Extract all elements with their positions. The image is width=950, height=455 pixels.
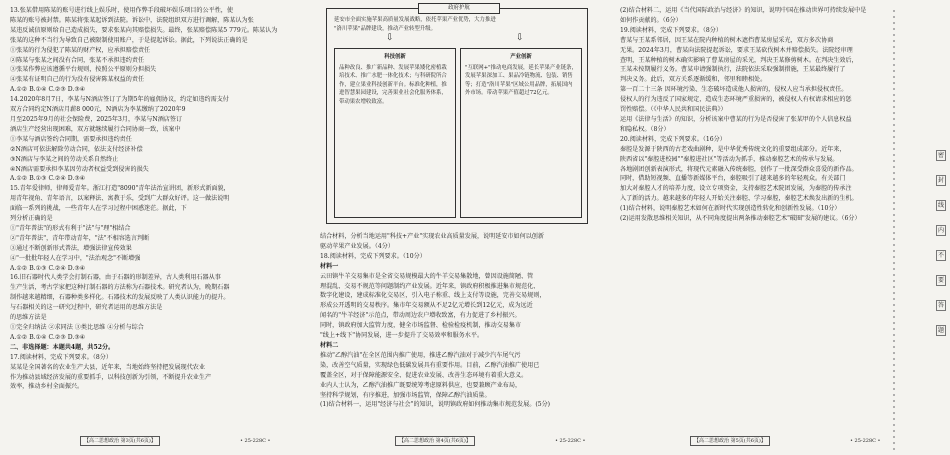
text-line: 二、非选择题：本题共4题，共52分。 bbox=[10, 343, 115, 351]
cut-line-dot bbox=[893, 286, 895, 288]
cut-line-dot bbox=[893, 160, 895, 162]
text-line: ③张某作弊应该遵循平台规则，按照公平原则分担损失 bbox=[10, 66, 157, 74]
cut-line-dot bbox=[893, 76, 895, 78]
text-line: 酒店生产经营出现困难，双方就继续履行合同协商一致，该案中 bbox=[10, 125, 181, 133]
text-line: (1)结合材料，说明秦腔艺术如何在新时代实现创造性转化和创新性发展。（10分） bbox=[620, 205, 841, 213]
text-line: 材料二 bbox=[320, 341, 339, 349]
cut-line-dot bbox=[893, 82, 895, 84]
cut-line-dot bbox=[893, 232, 895, 234]
text-line: (1)结合材料一，运用"经济与社会"的知识，说明镇政府如何推动集市规范发展。(5分) bbox=[320, 401, 551, 409]
tech-innovation-panel bbox=[334, 48, 456, 218]
text-line: 秦腔是发源于陕西的古老戏曲剧种，是中华优秀传统文化的重要组成部分。近年来， bbox=[620, 145, 846, 153]
cut-line-dot bbox=[893, 40, 895, 42]
text-line: 16.旧石器时代人类学会打制石器，由于石器的形制差异，古人类利用石器从事 bbox=[10, 274, 221, 282]
cut-line-dot bbox=[893, 328, 895, 330]
cut-line-dot bbox=[893, 220, 895, 222]
text-line: 罚性赔偿。（《中华人民共和国民法典》） bbox=[620, 106, 727, 114]
text-line: ③通过不断创新形式普法，增强法律宣传效果 bbox=[10, 244, 132, 252]
text-line: 与石器相关的这一研究过程中，研究者运用的思维方法是 bbox=[10, 304, 163, 312]
text-line: 列分析正确的是 bbox=[10, 215, 53, 223]
text-line: 覆盖全区，对于保障能源安全、促进农业发展、改善生态环境有着重大意义。 bbox=[320, 371, 528, 379]
text-line: 形成公开透明的交易秩序。集市年交易额从不足2亿元增长到12亿元，成为远近 bbox=[320, 302, 533, 310]
cut-line-dot bbox=[893, 106, 895, 108]
cut-line-dot bbox=[893, 448, 895, 450]
cut-line-dot bbox=[893, 100, 895, 102]
gutter-char: 线 bbox=[937, 202, 944, 209]
page-code: • 25-228C • bbox=[555, 438, 586, 444]
cut-line-dot bbox=[893, 118, 895, 120]
page-code: • 25-228C • bbox=[240, 438, 271, 444]
cut-line-dot bbox=[893, 316, 895, 318]
text-line: 和隐私权。（8分） bbox=[620, 125, 670, 133]
gutter-char: 答 bbox=[937, 302, 944, 309]
cut-line-dot bbox=[893, 46, 895, 48]
text-line: 坚持科学规划，有序推进，加强市场监管，保障乙醇汽油质量。 bbox=[320, 391, 491, 399]
text-line: 曹某与王某系邻居，因王某在院内种植的树木遮挡曹某房屋采光，双方多次协商 bbox=[620, 36, 834, 44]
cut-line-dot bbox=[893, 364, 895, 366]
down-arrow-icon: ⇩ bbox=[386, 33, 394, 43]
text-line: 17.阅读材料，完成下列要求。（8分） bbox=[10, 353, 112, 361]
text-line: ①李某与酒店签约合同期，需要承担违约责任 bbox=[10, 135, 132, 143]
text-line: 面临一系列的挑战，一些青年人在学习过程中困惑迷茫。据此，下 bbox=[10, 205, 187, 213]
text-line: 闻名的"牛羊经济"示范点，带动周边农户增收致富，有力促进了乡村振兴。 bbox=[320, 312, 521, 320]
cut-line-dot bbox=[893, 352, 895, 354]
text-line: A.①② B.①③ C.②④ D.③④ bbox=[10, 175, 86, 183]
cut-line-dot bbox=[893, 418, 895, 420]
text-line: 19.阅读材料，完成下列要求。（8分） bbox=[620, 26, 722, 34]
cut-line-dot bbox=[893, 148, 895, 150]
cut-line-dot bbox=[893, 10, 895, 12]
text-line: 查明，王某种植的树木确实影响了曹某房屋的采光，判决王某修剪树木。在判决生效后， bbox=[620, 56, 858, 64]
text-line: ①张某的行为侵犯了陈某的财产权，应承担赔偿责任 bbox=[10, 46, 151, 54]
cut-line-dot bbox=[893, 136, 895, 138]
text-line: 双方合同约定N酒店月薪8 000元，N酒店为李某缴纳了2020年9 bbox=[10, 106, 186, 114]
text-line: 数字化建设，建成标准化交易区，引入电子称重、线上支付等设施，完善交易规则， bbox=[320, 292, 546, 300]
industry-innovation-panel bbox=[460, 48, 582, 218]
text-line: 效率，推动乡村全面振兴。 bbox=[10, 383, 84, 391]
diagram-title: 政府护航 bbox=[418, 3, 500, 14]
binding-gutter bbox=[888, 0, 948, 455]
text-line: 同时，镇政府加大监管力度，健全市场监督、检验检疫机制，推动交易集市 bbox=[320, 322, 522, 330]
panel-body: "互联网+"推动电商发展，延长苹果产业链条，发展苹果深加工、果品冷链物流、包装、销售等；打造"洛川苹果"区域公用品牌，拓展国内外市场。带动苹果产值超过72亿元。 bbox=[465, 64, 577, 97]
text-line: 的思维方法是 bbox=[10, 314, 47, 322]
text-line: ④"一批批年轻人在学习中，"法治观念"不断增强 bbox=[10, 254, 141, 262]
text-line: ①"青年普法"的形式有利于"法"与"理"相结合 bbox=[10, 224, 131, 232]
cut-line-dot bbox=[893, 268, 895, 270]
cut-line-dot bbox=[893, 400, 895, 402]
down-arrow-icon: ⇩ bbox=[516, 33, 524, 43]
cut-line-dot bbox=[893, 430, 895, 432]
text-line: 云田镇牛羊交易集市是全省交易规模最大的牛羊交易集散地，曾因设施简陋、管 bbox=[320, 272, 534, 280]
text-line: 张某的这种不当行为导致自己被限制使用账户，于是提起诉讼。据此，下列说法正确的是 bbox=[10, 36, 248, 44]
gutter-char: 密 bbox=[937, 152, 944, 159]
cut-line-dot bbox=[893, 424, 895, 426]
text-line: 加大对秦腔人才的培养力度，设立专项资金，支持秦腔艺术院团发展，为秦腔的传承注 bbox=[620, 185, 852, 193]
cut-line-dot bbox=[893, 64, 895, 66]
diagram-intro: 延安市全面实施苹果高质量发展战略，依托苹果产业优势，大力推进 "洛川苹果"品牌建设，推动产业转型升级。 bbox=[334, 17, 496, 32]
cut-line-dot bbox=[893, 52, 895, 54]
gutter-char: 题 bbox=[937, 327, 944, 334]
cut-line-dot bbox=[893, 124, 895, 126]
page-column-3 bbox=[620, 6, 885, 224]
cut-line-dot bbox=[893, 358, 895, 360]
text-line: ②"青年普法"，青年带动青年，"法"不相容选言判断 bbox=[10, 234, 150, 242]
text-line: ③N酒店与李某之间的劳动关系自然终止 bbox=[10, 155, 119, 163]
text-line: 制作越来越精细，石器种类多样化。石器技术的发展反映了人类认识能力的提升。 bbox=[10, 294, 230, 302]
text-line: 某某是全国著名的农业生产大县，近年来，当地始终坚持把发展现代农业 bbox=[10, 363, 205, 371]
text-line: ②陈某与张某之间没有合同，张某不承担违约责任 bbox=[10, 56, 145, 64]
text-line: 陈某的账号被封禁。陈某将张某起诉到法院。诉讼中，法院组织双方进行调解，陈某认为张 bbox=[10, 16, 254, 24]
text-line: 理混乱、交易不规范等问题制约产业发展。近年来，镇政府积极推进集市规范化、 bbox=[320, 282, 540, 290]
text-line: ④张某有证明自己的行为没有侵害陈某权益的责任 bbox=[10, 76, 145, 84]
cut-line-dot bbox=[893, 22, 895, 24]
cut-line-dot bbox=[893, 412, 895, 414]
cut-line-dot bbox=[893, 34, 895, 36]
cut-line-dot bbox=[893, 382, 895, 384]
text-line: ①完全归纳法 ②求同法 ③类比思维 ④分析与综合 bbox=[10, 324, 144, 331]
cut-line-dot bbox=[893, 172, 895, 174]
text-line: 13.张某借用陈某的账号进行线上娱乐时，使用作弊手段破坏娱乐项目的公平性，使 bbox=[10, 7, 233, 14]
cut-line-dot bbox=[893, 280, 895, 282]
cut-line-dot bbox=[893, 298, 895, 300]
cut-line-dot bbox=[893, 214, 895, 216]
cut-line-dot bbox=[893, 292, 895, 294]
cut-line-dot bbox=[893, 190, 895, 192]
cut-line-dot bbox=[893, 274, 895, 276]
text-line: 某违反诚信原则给自己造成损失，要求张某向其赔偿损失。最终，张某赔偿陈某5 779元。陈某认为 bbox=[10, 26, 278, 34]
cut-line-dot bbox=[893, 436, 895, 438]
cut-line-dot bbox=[893, 184, 895, 186]
text-line: (2)运用发散思维相关知识，从不同角度提出两条推动秦腔艺术"破圈"发展的建议。（6分） bbox=[620, 215, 861, 223]
text-line: ②N酒店可依法解除劳动合同，依法支付经济补偿 bbox=[10, 145, 143, 153]
text-line: 陕西省以"秦腔进校园""秦腔进社区"等活动为抓手，推动秦腔艺术的传承与发展。 bbox=[620, 155, 839, 163]
text-line: 结合材料，分析当地运用"科技+产业"实现农业高质量发展，说明延安市如何以创新 bbox=[320, 233, 544, 240]
panel-body: 品种改良、推广新品种、发展苹果矮化密植栽培技术、推广水肥一体化技术；与科研院所合作，建立果业科技创新平台。标准化种植，推进智慧果园建设，完善果业社会化服务体系，带动果农增收致富。 bbox=[339, 64, 447, 105]
page-footer: 【高二思想政治 第3页(共6页)】 bbox=[80, 436, 160, 446]
text-line: 染，改善空气质量，实现绿色低碳发展具有重要作用。目前，乙醇汽油推广使用已 bbox=[320, 361, 540, 369]
cut-line-dot bbox=[893, 334, 895, 336]
cut-line-dot bbox=[893, 346, 895, 348]
cut-line-dot bbox=[893, 58, 895, 60]
gutter-char: 要 bbox=[937, 277, 944, 284]
cut-line-dot bbox=[893, 388, 895, 390]
text-line: A.①② B.①④ C.②③ D.③④ bbox=[10, 333, 86, 341]
cut-line-dot bbox=[893, 322, 895, 324]
page-column-1 bbox=[10, 6, 298, 392]
cut-line-dot bbox=[893, 256, 895, 258]
text-line: 材料一 bbox=[320, 262, 339, 270]
text-line: 作为推动县域经济发展的重要抓手，以科技创新为引领，不断提升农业生产 bbox=[10, 373, 212, 381]
text-line: 用青年视角、青年语言，以案释法、寓教于乐，受到广大群众好评。这一做法说明 bbox=[10, 195, 230, 203]
cut-line-dot bbox=[893, 370, 895, 372]
text-line: 推动"乙醇汽油"在全区范围内推广使用，推进乙醇汽油对于减少汽车尾气污 bbox=[320, 351, 521, 359]
cut-line-dot bbox=[893, 340, 895, 342]
text-line: (2)结合材料二，运用《当代国际政治与经济》的知识，说明中国在推动世界可持续发展中是 bbox=[620, 7, 867, 14]
text-line: 第一百二十三条 因环境污染、生态破坏造成他人损害的，侵权人应当承担侵权责任。 bbox=[620, 86, 848, 94]
cut-line-dot bbox=[893, 238, 895, 240]
cut-line-dot bbox=[893, 142, 895, 144]
text-line: 判决义务。此后，双方关系逐渐缓和，邻里和睦相处。 bbox=[620, 76, 767, 84]
text-line: 运用《法律与生活》的知识，分析该案中曹某的行为是否侵害了张某甲的个人信息权益 bbox=[620, 115, 852, 123]
gutter-char: 内 bbox=[937, 227, 944, 234]
text-line: 业内人士认为，乙醇汽油推广既要统筹考虑原料供应，也要兼顾产业布局， bbox=[320, 381, 522, 389]
gutter-char: 不 bbox=[937, 252, 944, 259]
gutter-char: 封 bbox=[937, 177, 944, 184]
text-line: ④N酒店需要承担李某因劳动者权益受到侵害的损失 bbox=[10, 165, 149, 173]
cut-line-dot bbox=[893, 154, 895, 156]
text-line: 各地剧团创新表演形式，将现代元素融入传统秦腔，创作了一批深受群众喜爱的新作品。 bbox=[620, 165, 858, 173]
cut-line-dot bbox=[893, 250, 895, 252]
cut-line-dot bbox=[893, 310, 895, 312]
cut-line-dot bbox=[893, 202, 895, 204]
text-line: 14.2020年8月7日，李某与N酒店签订了为期5年的雇佣协议，约定如违约需支付 bbox=[10, 96, 229, 104]
cut-line-dot bbox=[893, 88, 895, 90]
text-line: 15.青年爱律师，律师爱青年。浙江打造"8090"青年法治宣讲团，新形式新面貌， bbox=[10, 185, 230, 193]
cut-line-dot bbox=[893, 244, 895, 246]
cut-line-dot bbox=[893, 376, 895, 378]
cut-line-dot bbox=[893, 442, 895, 444]
text-line: A.①② B.①③ C.②④ D.③④ bbox=[10, 264, 86, 272]
flow-diagram bbox=[326, 5, 588, 224]
page-column-2 bbox=[320, 232, 603, 410]
text-line: 如何作贡献的。（6分） bbox=[620, 16, 682, 24]
text-line: 无果。2024年3月，曹某向法院提起诉讼，要求王某砍伐树木并赔偿损失。法院经审理 bbox=[620, 46, 853, 54]
text-line: 生产生活，考古学家把这种打制石器的方法称为石器技术。研究者认为，晚期石器 bbox=[10, 284, 230, 292]
cut-line-dot bbox=[893, 70, 895, 72]
cut-line-dot bbox=[893, 196, 895, 198]
text-line: 驱动苹果产业发展。（4分） bbox=[320, 242, 394, 250]
text-line: A.①② B.①④ C.②③ D.③④ bbox=[10, 86, 86, 94]
cut-line-dot bbox=[893, 28, 895, 30]
cut-line-dot bbox=[893, 166, 895, 168]
cut-line-dot bbox=[893, 304, 895, 306]
text-line: 20.阅读材料，完成下列要求。（16分） bbox=[620, 135, 726, 143]
text-line: 18.阅读材料，完成下列要求。（10分） bbox=[320, 252, 426, 260]
panel-title: 产业创新 bbox=[510, 54, 532, 60]
text-line: 入了新的活力。越来越多的年轻人开始关注秦腔、学习秦腔，秦腔艺术焕发出新的生机。 bbox=[620, 195, 858, 203]
text-line: 侵权人的行为违反了国家规定，造成生态环境严重损害的，被侵权人有权请求相应的惩 bbox=[620, 96, 852, 104]
text-line: 同时，借助短视频、直播等新媒体平台，秦腔吸引了越来越多的年轻观众。有关部门 bbox=[620, 175, 846, 183]
cut-line-dot bbox=[893, 262, 895, 264]
cut-line-dot bbox=[893, 94, 895, 96]
cut-line-dot bbox=[893, 130, 895, 132]
cut-line-dot bbox=[893, 394, 895, 396]
text-line: 月至2025年9月的社会保险费，2025年3月，李某与N酒店签订 bbox=[10, 115, 183, 123]
text-line: 王某未按期履行义务。曹某申请强制执行，法院依法采取强制措施，王某最终履行了 bbox=[620, 66, 846, 74]
cut-line-dot bbox=[893, 406, 895, 408]
cut-line-dot bbox=[893, 16, 895, 18]
page-footer: 【高二思想政治 第4页(共6页)】 bbox=[395, 436, 475, 446]
cut-line-dot bbox=[893, 226, 895, 228]
cut-line-dot bbox=[893, 178, 895, 180]
cut-line-dot bbox=[893, 208, 895, 210]
page-code: • 25-228C • bbox=[850, 438, 881, 444]
cut-line-dot bbox=[893, 112, 895, 114]
panel-title: 科技创新 bbox=[384, 54, 406, 60]
page-footer: 【高二思想政治 第5页(共6页)】 bbox=[690, 436, 770, 446]
text-line: "线上+线下"协同发展，进一步提升了交易效率和服务水平。 bbox=[320, 332, 484, 340]
